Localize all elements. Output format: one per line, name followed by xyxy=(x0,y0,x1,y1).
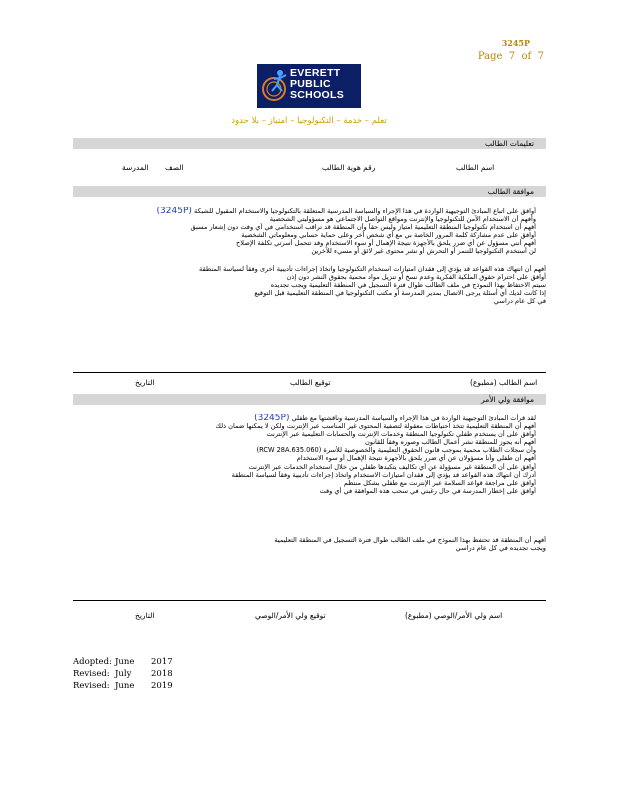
parent-signature-line xyxy=(73,600,546,601)
policy-reference: (3245P) xyxy=(254,414,290,423)
student-name-label: اسم الطالب xyxy=(456,163,495,172)
of-label: of xyxy=(521,51,532,62)
list-item: • أوافق على أن يستخدم طفلي تكنولوجيا المنطقة وخدمات الإنترنت والحسابات التعليمية عبر الإنترنت xyxy=(73,430,536,438)
tagline: تعلم – خدمة – التكنولوجيا – امتياز – بلا حدود xyxy=(231,116,387,126)
list-item: • أفهم أن استخدام تكنولوجيا المنطقة التعليمية امتياز وليس حقاً وأن المنطقة قد تراقب استخدامي في أي وقت دون إشعار مسبق xyxy=(73,223,536,231)
section-bar-parent-agreement: موافقة ولي الأمر xyxy=(73,394,546,405)
student-signature-line xyxy=(73,372,546,373)
page-label: Page xyxy=(477,51,503,62)
list-item: • أفهم أن المنطقة التعليمية تتخذ احتياطات معقولة لتصفية المحتوى غير المناسب عبر الإنترنت ولكن لا يمكنها ضمان ذلك xyxy=(73,422,536,430)
student-paragraph: أفهم أن انتهاك هذه القواعد قد يؤدي إلى فقدان امتيازات استخدام التكنولوجيا واتخاذ إجراءات تأديبية أخرى وفقاً لسياسة المنطقة أوافق على احترام حقوق الملكية الفكرية وعدم نسخ أو تنزيل مواد محمية بحقوق النشر دون إذن سيتم الاحتفاظ بهذا النموذج في ملف الطالب طوال فترة التسجيل في المنطقة التعليمية ويجب تجديده إذا كانت لديك أي أسئلة يرجى الاتصال بمدير المدرسة أو مكتب التكنولوجيا في المنطقة التعليمية قبل التوقيع في كل عام دراسي xyxy=(199,265,546,306)
student-date-label: التاريخ xyxy=(135,378,155,387)
section-bar-student-info: تعليمات الطالب xyxy=(73,138,546,149)
revised-row: Revised: June 2019 xyxy=(73,681,173,691)
policy-code: 3245P xyxy=(501,38,530,48)
list-item: • وأن سجلات الطلاب محمية بموجب قانون الحقوق التعليمية والخصوصية للأسرة (RCW 28A.635.060) xyxy=(73,446,536,454)
list-item: • لن أستخدم التكنولوجيا للتنمر أو التحرش أو نشر محتوى غير لائق أو مسيء للآخرين xyxy=(73,247,536,255)
list-item: • أفهم أنني مسؤول عن أي ضرر يلحق بالأجهزة نتيجة الإهمال أو سوء الاستخدام وقد تتحمل أسرتي تكلفة الإصلاح xyxy=(73,239,536,247)
list-item: • أوافق على عدم مشاركة كلمة المرور الخاصة بي مع أي شخص آخر وعلى حماية حسابي ومعلوماتي الشخصية xyxy=(73,231,536,239)
parent-agreement-list xyxy=(73,414,546,495)
rcw-reference: (RCW 28A.635.060) xyxy=(256,446,322,455)
school-label: المدرسة xyxy=(122,163,149,172)
globe-figure-icon xyxy=(260,67,290,105)
page-number: 7 xyxy=(508,51,516,62)
list-item: • أفهم أن طفلي وأنا مسؤولان عن أي ضرر يلحق بالأجهزة نتيجة الإهمال أو سوء الاستخدام xyxy=(73,454,536,462)
list-item: • لقد قرأت المبادئ التوجيهية الواردة في هذا الإجراء والسياسة المدرسية وناقشتها مع طفلي (3245P) xyxy=(73,414,536,422)
student-agreement-list xyxy=(73,207,546,256)
adopted-row: Adopted: June 2017 xyxy=(73,657,173,667)
student-printed-name-label: اسم الطالب (مطبوع) xyxy=(470,378,538,387)
grade-label: الصف xyxy=(165,163,184,172)
student-id-label: رقم هوية الطالب xyxy=(322,163,376,172)
adoption-history xyxy=(73,656,173,692)
parent-printed-name-label: اسم ولي الأمر/الوصي (مطبوع) xyxy=(405,611,503,620)
revised-row: Revised: July 2018 xyxy=(73,669,173,679)
district-logo xyxy=(257,64,361,108)
list-item: • أوافق على اتباع المبادئ التوجيهية الواردة في هذا الإجراء والسياسة المدرسية المتعلقة بالتكنولوجيا والاستخدام المقبول للشبكة (3245P) xyxy=(73,207,536,215)
parent-date-label: التاريخ xyxy=(135,611,155,620)
parent-signature-label: توقيع ولي الأمر/الوصي xyxy=(255,611,326,620)
list-item: • أوافق على أن المنطقة غير مسؤولة عن أي تكاليف يتكبدها طفلي من خلال استخدام الخدمات عبر الإنترنت xyxy=(73,463,536,471)
logo-wordmark: EVERETT PUBLIC SCHOOLS xyxy=(290,67,345,101)
page-total: 7 xyxy=(537,51,544,62)
policy-reference: (3245P) xyxy=(156,207,192,216)
list-item: • أوافق على إخطار المدرسة في حال رغبتي في سحب هذه الموافقة في أي وقت xyxy=(73,487,536,495)
list-item: • أدرك أن انتهاك هذه القواعد قد يؤدي إلى فقدان امتيازات الاستخدام واتخاذ إجراءات تأديبية وفقاً لسياسة المنطقة xyxy=(73,471,536,479)
student-signature-label: توقيع الطالب xyxy=(290,378,331,387)
section-bar-student-agreement: موافقة الطالب xyxy=(73,186,546,197)
page-indicator xyxy=(478,51,544,62)
list-item: • أفهم أنه يجوز للمنطقة نشر أعمال الطالب وصوره وفقاً للقانون xyxy=(73,438,536,446)
parent-paragraph: أفهم أن المنطقة قد تحتفظ بهذا النموذج في ملف الطالب طوال فترة التسجيل في المنطقة التعليمية ويجب تجديده في كل عام دراسي xyxy=(274,536,546,553)
list-item: • وأفهم أن الاستخدام الآمن للتكنولوجيا والإنترنت ومواقع التواصل الاجتماعي هو مسؤوليتي الشخصية xyxy=(73,215,536,223)
list-item: • أوافق على مراجعة قواعد السلامة عبر الإنترنت مع طفلي بشكل منتظم xyxy=(73,479,536,487)
